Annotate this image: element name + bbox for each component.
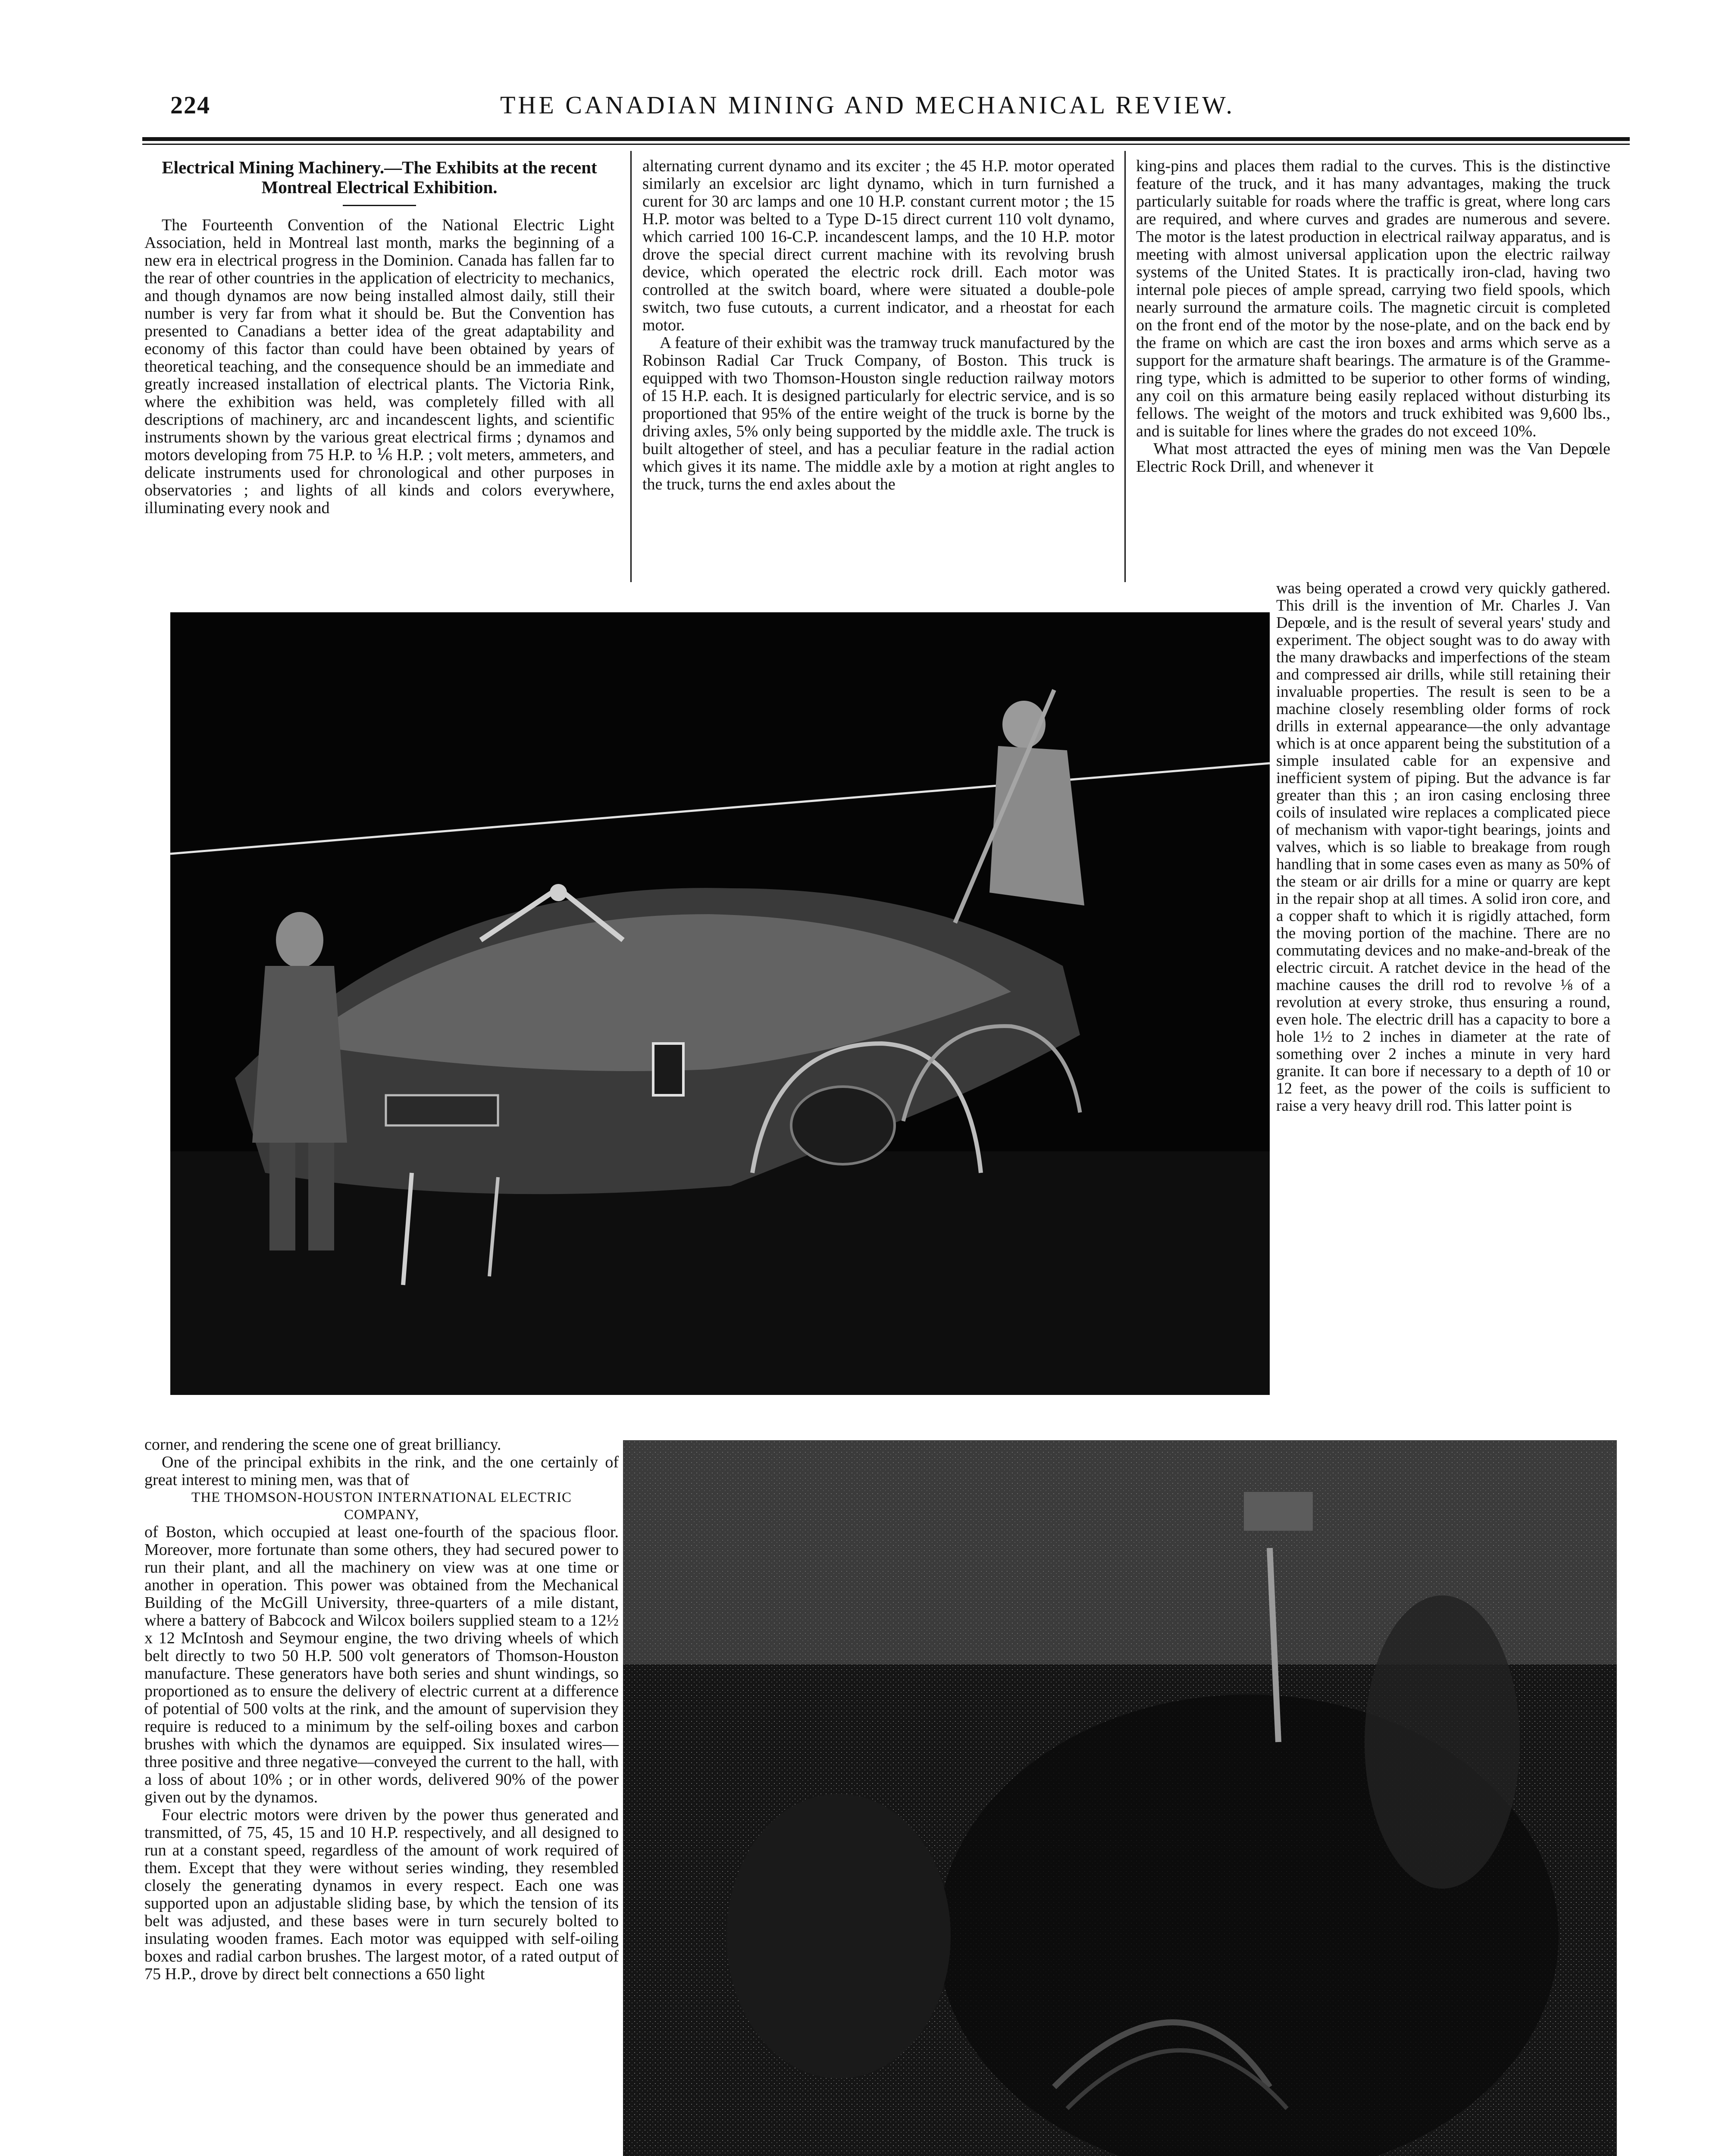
rock-drill-illustration bbox=[623, 1440, 1617, 2156]
article-column-3 bbox=[1136, 157, 1610, 476]
company-heading-line-2: COMPANY, bbox=[344, 1507, 419, 1523]
paragraph: One of the principal exhibits in the rink, and the one certainly of great interest to mining men, was that of bbox=[144, 1453, 619, 1489]
paragraph: of Boston, which occupied at least one-fourth of the spacious floor. Moreover, more fortunate than some others, they had secured power to run their plant, and all the machinery on view was at one time or another in operation. This power was obtained from the Mechanical Building of the McGill University, three-quarters of a mile distant, where a battery of Babcock and Wilcox boilers supplied steam to a 12½ x 12 McIntosh and Seymour engine, the two driving wheels of which belt directly to two 50 H.P. 500 volt generators of Thomson-Houston manufacture. These generators have both series and shunt windings, so proportioned as to ensure the delivery of electric current at a difference of potential of 500 volts at the rink, and the amount of supervision they require is reduced to a minimum by the self-oiling boxes and carbon brushes with which the dynamos are equipped. Six insulated wires—three positive and three negative—conveyed the current to the hall, with a loss of about 10% ; or in other words, delivered 90% of the power given out by the dynamos. bbox=[144, 1523, 619, 1806]
column-rule bbox=[630, 151, 632, 582]
paragraph: A feature of their exhibit was the tramway truck manufactured by the Robinson Radial Car Truck Company, of Boston. This truck is equipped with two Thomson-Houston single reduction railway motors of 15 H.P. each. It is designed particularly for electric service, and is so proportioned that 95% of the entire weight of the truck is borne by the driving axles, 5% only being supported by the middle axle. The truck is built altogether of steel, and has a peculiar feature in the radial action which gives it its name. The middle axle by a motion at right angles to the truck, turns the end axles about the bbox=[642, 334, 1115, 493]
paragraph: What most attracted the eyes of mining men was the Van Depœle Electric Rock Drill, and whenever it bbox=[1136, 440, 1610, 476]
paragraph: corner, and rendering the scene one of great brilliancy. bbox=[144, 1435, 501, 1454]
column-rule bbox=[1124, 151, 1126, 582]
article-column-lower-left bbox=[144, 1436, 619, 1983]
running-header-title: THE CANADIAN MINING AND MECHANICAL REVIEW. bbox=[500, 91, 1235, 119]
paragraph: king-pins and places them radial to the curves. This is the distinctive feature of the truck, and it has many advantages, making the truck particularly suitable for roads where the traffic is great, where long cars are required, and where curves and grades are numerous and severe. The motor is the latest production in electrical railway apparatus, and is meeting with almost universal application upon the electric railway systems of the United States. It is practically iron-clad, having two internal pole pieces of ample spread, carrying two field spools, which nearly surround the armature coils. The magnetic circuit is completed on the front end of the motor by the nose-plate, and on the back end by the frame on which are cast the iron boxes and arms which serve as a support for the armature shaft bearings. The armature is of the Gramme-ring type, which is admitted to be superior to other forms of winding, any coil on this armature being easily replaced without disturbing its fellows. The weight of the motors and truck exhibited was 9,600 lbs., and is suitable for lines where the grades do not exceed 10%. bbox=[1136, 157, 1610, 440]
article-column-2 bbox=[642, 157, 1115, 493]
paragraph: The Fourteenth Convention of the National Electric Light Association, held in Montreal last month, marks the beginning of a new era in electrical progress in the Dominion. Canada has fallen far to the rear of other countries in the application of electricity to mechanics, and though dynamos are now being installed almost daily, still their number is very far from what it should be. But the Convention has presented to Canadians a better idea of the great adaptability and economy of this factor than could have been obtained by years of theoretical teaching, and the consequence should be an immediate and greatly increased installation of electrical plants. The Victoria Rink, where the exhibition was held, was completely filled with all descriptions of machinery, arc and incandescent lights, and scientific instruments shown by the various great electrical firms ; dynamos and motors developing from 75 H.P. to ⅙ H.P. ; volt meters, ammeters, and delicate instruments used for chronological and other purposes in observatories ; and lights of all kinds and colors everywhere, illuminating every nook and bbox=[144, 216, 614, 517]
company-heading bbox=[144, 1489, 619, 1523]
title-divider bbox=[343, 205, 416, 206]
article-title bbox=[144, 157, 614, 206]
paragraph: Four electric motors were driven by the power thus generated and transmitted, of 75, 45, 15 and 10 H.P. respectively, and all designed to run at a constant speed, regardless of the amount of work required of them. Except that they were without series winding, they resembled closely the generating dynamos in every respect. Each one was supported upon an adjustable sliding base, by which the tension of its belt was adjusted, and these bases were in turn securely bolted to insulating wooden frames. Each motor was equipped with self-oiling boxes and radial carbon brushes. The largest motor, of a rated output of 75 H.P., drove by direct belt connections a 650 light bbox=[144, 1806, 619, 1983]
truck-illustration bbox=[170, 612, 1270, 1395]
header-rule-thin bbox=[142, 144, 1630, 145]
paragraph: was being operated a crowd very quickly gathered. This drill is the invention of Mr. Charles J. Van Depœle, and is the result of several years' study and experiment. The object sought was to do away with the many drawbacks and imperfections of the steam and compressed air drills, while still retaining their invaluable properties. The result is seen to be a machine closely resembling older forms of rock drills in external appearance—the only advantage which is at once apparent being the substitution of a simple insulated cable for an expensive and inefficient system of piping. But the advance is far greater than this ; an iron casing enclosing three coils of insulated wire replaces a complicated piece of mechanism with vapor-tight bearings, joints and valves, which is so liable to breakage from rough handling that in some cases even as many as 50% of the steam or air drills for a mine or quarry are kept in the repair shop at all times. A solid iron core, and a copper shaft to which it is rigidly attached, form the moving portion of the machine. There are no commutating devices and no make-and-break of the electric circuit. A ratchet device in the head of the machine causes the drill rod to revolve ⅛ of a revolution at every stroke, thus ensuring a round, even hole. The electric drill has a capacity to bore a hole 1½ to 2 inches in diameter at the rate of something over 2 inches a minute in very hard granite. It can bore if necessary to a depth of 10 or 12 feet, as the power of the coils is sufficient to raise a very heavy drill rod. This latter point is bbox=[1276, 580, 1610, 1115]
article-column-3-wrap bbox=[1276, 580, 1610, 1115]
paragraph: alternating current dynamo and its exciter ; the 45 H.P. motor operated similarly an excelsior arc light dynamo, which in turn furnished a curent for 30 arc lamps and one 10 H.P. constant current motor ; the 15 H.P. motor was belted to a Type D-15 direct current 110 volt dynamo, which carried 100 16-C.P. incandescent lamps, and the 10 H.P. motor drove the special direct current machine with its revolving brush device, which operated the electric rock drill. Each motor was controlled at the switch board, where were situated a double-pole switch, two fuse cutouts, a current indicator, and a rheostat for each motor. bbox=[642, 157, 1115, 334]
header-rule bbox=[142, 137, 1630, 141]
article-title-text: Electrical Mining Machinery.—The Exhibits at the recent Montreal Electrical Exhibition. bbox=[162, 157, 597, 197]
article-column-1 bbox=[144, 157, 614, 517]
company-heading-line-1: THE THOMSON-HOUSTON INTERNATIONAL ELECTRIC bbox=[191, 1490, 572, 1505]
page-number: 224 bbox=[170, 91, 210, 119]
